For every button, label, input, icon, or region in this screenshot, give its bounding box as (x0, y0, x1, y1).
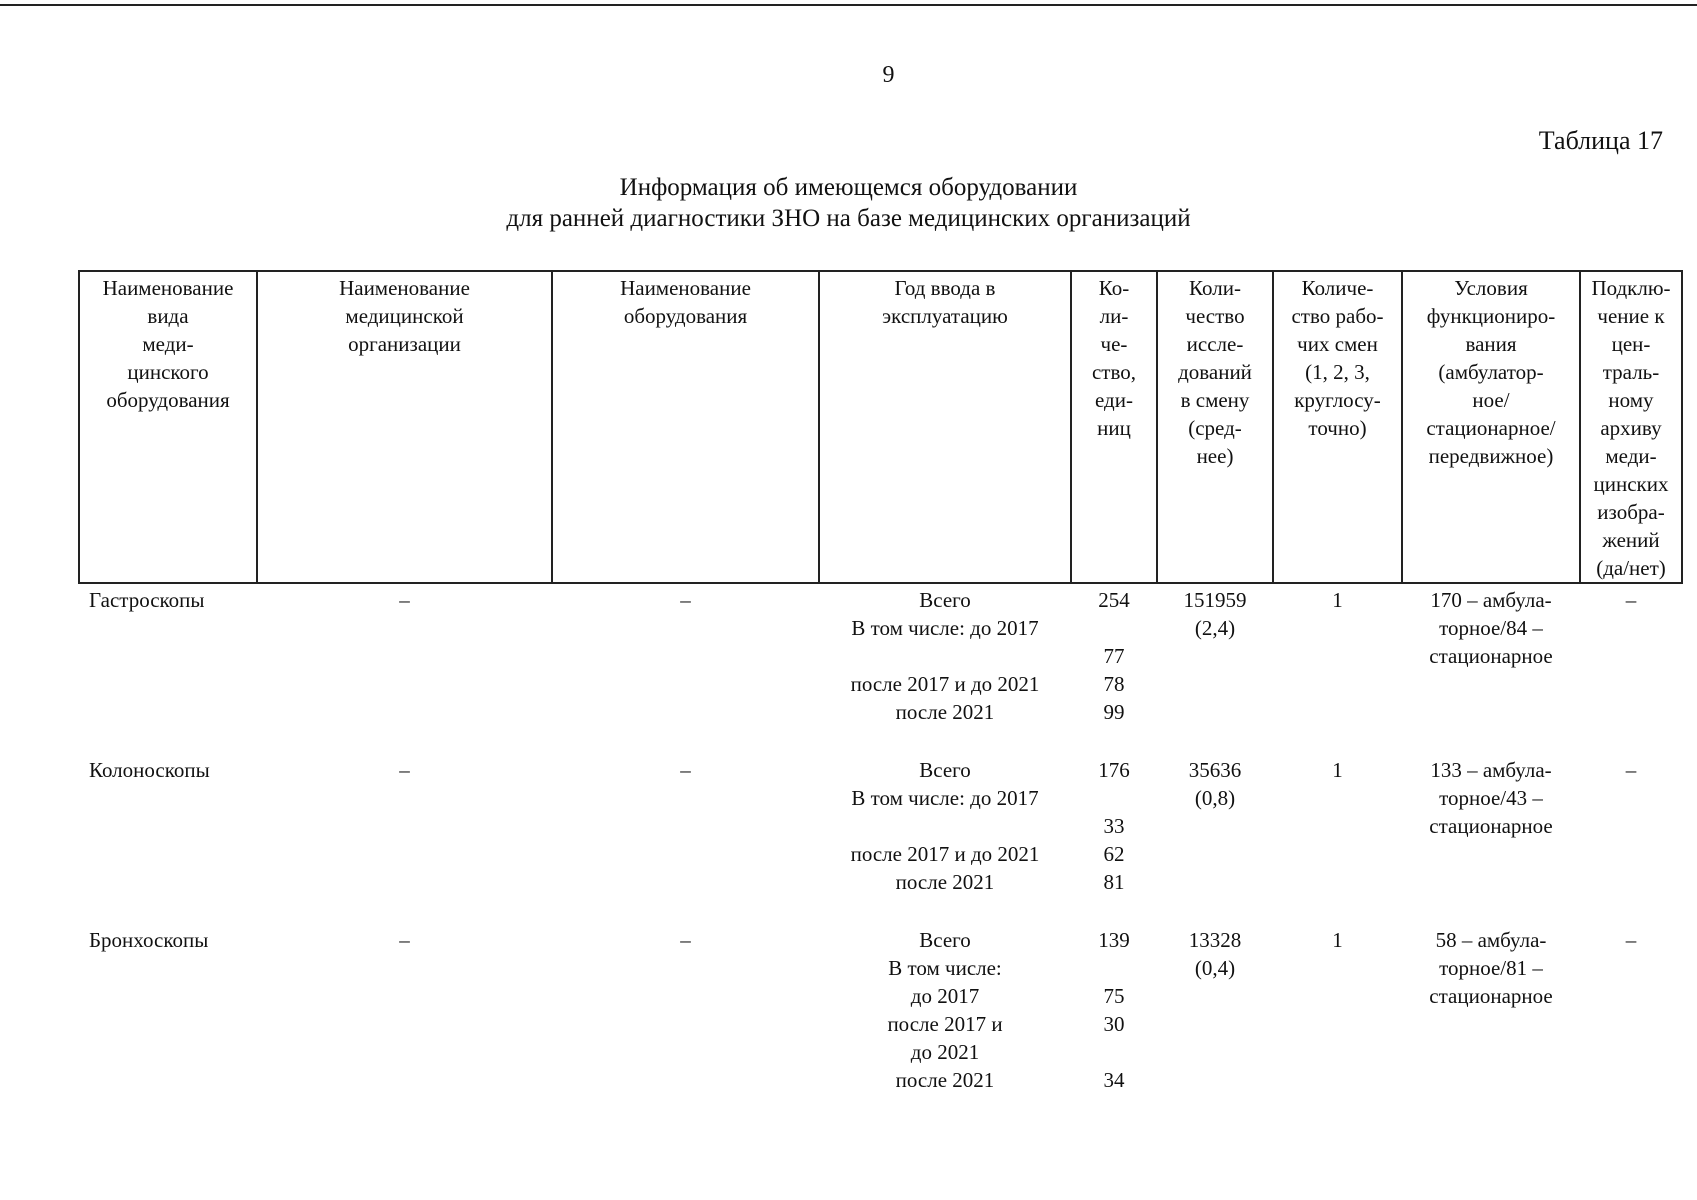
cell-shifts: 1 (1332, 928, 1343, 952)
cell-equipment-type: Бронхоскопы (89, 928, 209, 952)
header-equipment-type: Наименование вида меди- цинского оборудования (79, 271, 257, 583)
table-row (79, 924, 1682, 1126)
cell-equipment-name: – (680, 758, 691, 782)
header-shifts: Количе- ство рабо- чих смен (1, 2, 3, круглосу- точно) (1273, 271, 1402, 583)
cell-equipment-type: Гастроскопы (89, 588, 205, 612)
header-equipment-name: Наименование оборудования (552, 271, 819, 583)
cell-year: Всего В том числе: до 2017 после 2017 и до 2021 после 2021 (887, 928, 1003, 1092)
cell-quantity: 139 75 30 34 (1098, 928, 1130, 1092)
cell-studies: 151959 (2,4) (1183, 588, 1247, 640)
cell-shifts: 1 (1332, 758, 1343, 782)
page-number: 9 (882, 62, 895, 88)
table-caption (0, 172, 1697, 234)
header-organization: Наименование медицинской организации (257, 271, 552, 583)
table-label: Таблица 17 (1538, 126, 1663, 155)
top-rule (0, 4, 1697, 6)
cell-archive: – (1625, 588, 1637, 612)
header-year: Год ввода в эксплуатацию (819, 271, 1071, 583)
cell-quantity: 254 77 78 99 (1098, 588, 1130, 724)
caption-line-1: Информация об имеющемся оборудовании (619, 174, 1078, 201)
cell-quantity: 176 33 62 81 (1098, 758, 1130, 894)
equipment-table (78, 270, 1683, 1126)
cell-conditions: 58 – амбула- торное/81 – стационарное (1429, 928, 1553, 1008)
cell-organization: – (399, 928, 410, 952)
cell-studies: 13328 (0,4) (1188, 928, 1242, 980)
table-row (79, 754, 1682, 924)
cell-equipment-name: – (680, 928, 691, 952)
header-conditions: Условия функциониро- вания (амбулатор- ное/ стационарное/ передвижное) (1402, 271, 1580, 583)
cell-equipment-name: – (680, 588, 691, 612)
cell-equipment-type: Колоноскопы (89, 758, 210, 782)
cell-shifts: 1 (1332, 588, 1343, 612)
table-row (79, 583, 1682, 754)
header-quantity: Ко- ли- че- ство, еди- ниц (1071, 271, 1157, 583)
header-studies: Коли- чество иссле- дований в смену (сред- нее) (1157, 271, 1273, 583)
table-header-row (79, 271, 1682, 583)
cell-organization: – (399, 588, 410, 612)
header-archive: Подклю- чение к цен- траль- ному архиву меди- цинских изобра- жений (да/нет) (1580, 271, 1682, 583)
cell-studies: 35636 (0,8) (1188, 758, 1242, 810)
cell-conditions: 133 – амбула- торное/43 – стационарное (1429, 758, 1553, 838)
cell-conditions: 170 – амбула- торное/84 – стационарное (1429, 588, 1553, 668)
cell-year: Всего В том числе: до 2017 после 2017 и до 2021 после 2021 (850, 758, 1040, 894)
cell-archive: – (1625, 928, 1637, 952)
cell-organization: – (399, 758, 410, 782)
cell-year: Всего В том числе: до 2017 после 2017 и до 2021 после 2021 (850, 588, 1040, 724)
caption-line-2: для ранней диагностики ЗНО на базе медицинских организаций (506, 205, 1191, 232)
cell-archive: – (1625, 758, 1637, 782)
